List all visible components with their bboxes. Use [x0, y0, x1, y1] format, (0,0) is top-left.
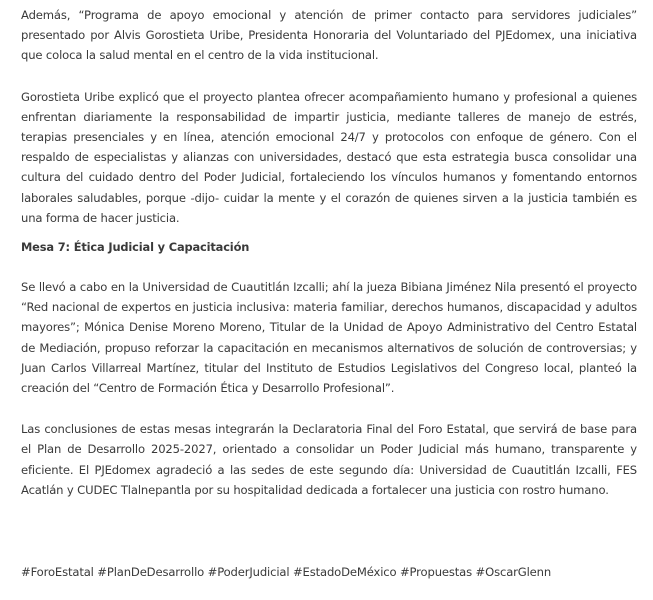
article-paragraph: Se llevó a cabo en la Universidad de Cuautitlán Izcalli; ahí la jueza Bibiana Jiménez Nila presentó el proyecto “Red nacional de expertos en justicia inclusiva: materia familiar, derechos humanos, discapacidad y adultos mayores”; Mónica Denise Moreno Moreno, Titular de la Unidad de Apoyo Administrativo del Centro Estatal de Mediación, propuso reforzar la capacitación en mecanismos alternativos de solución de controversias; y Juan Carlos Villarreal Martínez, titular del Instituto de Estudios Legislativos del Congreso local, planteó la creación del “Centro de Formación Ética y Desarrollo Profesional”. — [21, 280, 637, 396]
article-paragraph: Las conclusiones de estas mesas integrarán la Declaratoria Final del Foro Estatal, que servirá de base para el Plan de Desarrollo 2025-2027, orientado a consolidar un Poder Judicial más humano, transparente y eficiente. El PJEdomex agradeció a las sedes de este segundo día: Universidad de Cuautitlán Izcalli, FES Acatlán y CUDEC Tlalnepantla por su hospitalidad dedicada a fortalecer una justicia con rostro humano. — [21, 422, 637, 497]
hashtags: #ForoEstatal #PlanDeDesarrollo #PoderJudicial #EstadoDeMéxico #Propuestas #OscarGlenn — [21, 565, 552, 579]
article-paragraph: Gorostieta Uribe explicó que el proyecto plantea ofrecer acompañamiento humano y profesional a quienes enfrentan diariamente la responsabilidad de impartir justicia, mediante talleres de manejo de estrés, terapias presenciales y en línea, atención emocional 24/7 y protocolos con enfoque de género. Con el respaldo de especialistas y alianzas con universidades, destacó que esta estrategia busca consolidar una cultura del cuidado dentro del Poder Judicial, fortaleciendo los vínculos humanos y fomentando entornos laborales saludables, porque -dijo- cuidar la mente y el corazón de quienes sirven a la justicia también es una forma de hacer justicia. — [21, 89, 637, 225]
article-paragraph: Además, “Programa de apoyo emocional y atención de primer contacto para servidores judiciales” presentado por Alvis Gorostieta Uribe, Presidenta Honoraria del Voluntariado del PJEdomex, una iniciativa que coloca la salud mental en el centro de la vida institucional. — [21, 8, 637, 63]
article-body — [21, 5, 637, 500]
section-heading: Mesa 7: Ética Judicial y Capacitación — [21, 240, 250, 255]
